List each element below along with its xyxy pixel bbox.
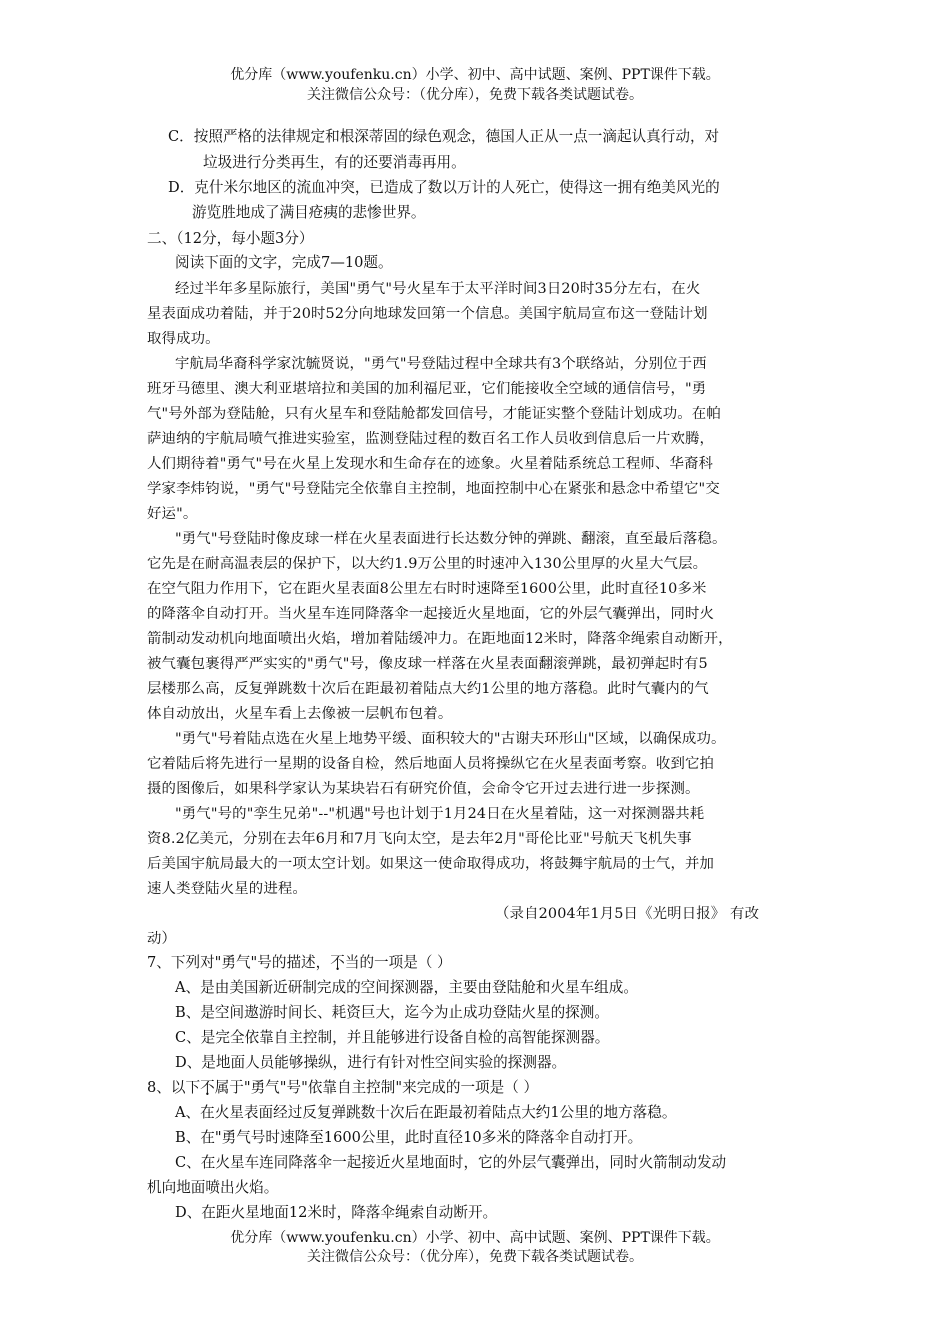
question-7-option-c: C、是完全依靠自主控制，并且能够进行设备自检的高智能探测器。 (175, 1029, 610, 1046)
question-8-option-d: D、在距火星地面12米时，降落伞绳索自动断开。 (175, 1204, 498, 1221)
passage-line: 它先是在耐高温表层的保护下，以大约1.9万公里的时速冲入130公里厚的火星大气层。 (147, 556, 708, 572)
question-8-option-c-line-2: 机向地面喷出火焰。 (147, 1179, 279, 1196)
passage-source: （录自2004年1月5日《光明日报》 有改 (495, 906, 760, 922)
passage-line: 它着陆后将先进行一星期的设备自检，然后地面人员将操纵它在火星表面考察。收到它拍 (147, 756, 715, 772)
passage-line: 宇航局华裔科学家沈毓贤说，"勇气"号登陆过程中全球共有3个联络站，分别位于西 (175, 356, 707, 372)
passage-line: 后美国宇航局最大的一项太空计划。如果这一使命取得成功，将鼓舞宇航局的士气，并加 (147, 856, 715, 872)
option-d-line-1: D．克什米尔地区的流血冲突，已造成了数以万计的人死亡，使得这一拥有绝美风光的 (168, 179, 720, 196)
question-8-stem (147, 1078, 538, 1098)
section-instruction: 阅读下面的文字，完成7—10题。 (175, 254, 393, 271)
page-footer-line-2: 关注微信公众号：（优分库），免费下载各类试题试卷。 (307, 1249, 643, 1265)
question-7-option-a: A、是由美国新近研制完成的空间探测器，主要由登陆舱和火星车组成。 (175, 979, 638, 996)
question-7-stem (147, 953, 452, 973)
question-8-option-a: A、在火星表面经过反复弹跳数十次后在距最初着陆点大约1公里的地方落稳。 (175, 1104, 677, 1121)
question-7-option-b: B、是空间遨游时间长、耗资巨大，迄今为止成功登陆火星的探测。 (175, 1004, 609, 1021)
passage-line: 班牙马德里、澳大利亚堪培拉和美国的加利福尼亚，它们能接收全空域的通信信号，"勇 (147, 381, 707, 397)
passage-line: 萨迪纳的宇航局喷气推进实验室，监测登陆过程的数百名工作人员收到信息后一片欢腾， (147, 431, 715, 447)
passage-line: 被气囊包裹得严严实实的"勇气"号，像皮球一样落在火星表面翻滚弹跳，最初弹起时有5 (147, 656, 708, 672)
option-c-line-1: C．按照严格的法律规定和根深蒂固的绿色观念，德国人正从一点一滴起认真行动，对 (168, 128, 720, 145)
passage-line: 摄的图像后，如果科学家认为某块岩石有研究价值，会命令它开过去进行进一步探测。 (147, 781, 700, 797)
section-title: 二、（12分，每小题3分） (147, 230, 314, 247)
passage-line: 速人类登陆火星的进程。 (147, 881, 307, 897)
question-8-option-c-line-1: C、在火星车连同降落伞一起接近火星地面时，它的外层气囊弹出，同时火箭制动发动 (175, 1154, 727, 1171)
question-7-stem-end: 当的一项是（ ） (344, 954, 452, 971)
passage-line: 好运"。 (147, 506, 198, 522)
passage-line: 学家李炜钧说，"勇气"号登陆完全依靠自主控制，地面控制中心在紧张和悬念中希望它"交 (147, 481, 720, 497)
passage-source-end: 动） (147, 931, 177, 947)
passage-line: 的降落伞自动打开。当火星车连同降落伞一起接近火星地面，它的外层气囊弹出，同时火 (147, 606, 715, 622)
page-footer-line-1: 优分库（www.youfenku.cn）小学、初中、高中试题、案例、PPT课件下载。 (230, 1230, 720, 1246)
passage-line: 取得成功。 (147, 331, 220, 347)
passage-line: "勇气"号的"孪生兄弟"--"机遇"号也计划于1月24日在火星着陆，这一对探测器共耗 (175, 806, 705, 822)
question-7-stem-start: 7、下列对"勇气"号的描述， (147, 954, 331, 971)
emphasis-char: 不 (200, 1079, 215, 1096)
passage-line: 体自动放出，火星车看上去像被一层帆布包着。 (147, 706, 453, 722)
page-header-line-2: 关注微信公众号：（优分库），免费下载各类试题试卷。 (307, 87, 643, 103)
passage-line: "勇气"号着陆点选在火星上地势平缓、面积较大的"古谢夫环形山"区域，以确保成功。 (175, 731, 726, 747)
passage-line: 经过半年多星际旅行，美国"勇气"号火星车于太平洋时间3日20时35分左右，在火 (175, 281, 701, 297)
option-c-line-2: 垃圾进行分类再生，有的还要消毒再用。 (203, 154, 466, 171)
passage-line: 资8.2亿美元，分别在去年6月和7月飞向太空，是去年2月"哥伦比亚"号航天飞机失事 (147, 831, 692, 847)
passage-line: 人们期待着"勇气"号在火星上发现水和生命存在的迹象。火星着陆系统总工程师、华裔科 (147, 456, 714, 472)
question-8-stem-start: 8、以下 (147, 1079, 201, 1096)
passage-line: "勇气"号登陆时像皮球一样在火星表面进行长达数分钟的弹跳、翻滚，直至最后落稳。 (175, 531, 727, 547)
passage-line: 箭制动发动机向地面喷出火焰，增加着陆缓冲力。在距地面12米时，降落伞绳索自动断开， (147, 631, 733, 647)
question-8-option-b: B、在"勇气号时速降至1600公里，此时直径10多米的降落伞自动打开。 (175, 1129, 643, 1146)
passage-line: 气"号外部为登陆舱，只有火星车和登陆舱都发回信号，才能证实整个登陆计划成功。在帕 (147, 406, 721, 422)
passage-line: 在空气阻力作用下，它在距火星表面8公里左右时时速降至1600公里，此时直径10多米 (147, 581, 707, 597)
question-8-stem-end: 属于"勇气"号"依靠自主控制"来完成的一项是（ ） (214, 1079, 539, 1096)
option-d-line-2: 游览胜地成了满目疮痍的悲惨世界。 (192, 204, 426, 221)
emphasis-char: 不 (330, 954, 345, 971)
passage-line: 层楼那么高，反复弹跳数十次后在距最初着陆点大约1公里的地方落稳。此时气囊内的气 (147, 681, 709, 697)
page-header-line-1: 优分库（www.youfenku.cn）小学、初中、高中试题、案例、PPT课件下载。 (230, 67, 720, 83)
passage-line: 星表面成功着陆，并于20时52分向地球发回第一个信息。美国宇航局宣布这一登陆计划 (147, 306, 708, 322)
question-7-option-d: D、是地面人员能够操纵，进行有针对性空间实验的探测器。 (175, 1054, 567, 1071)
